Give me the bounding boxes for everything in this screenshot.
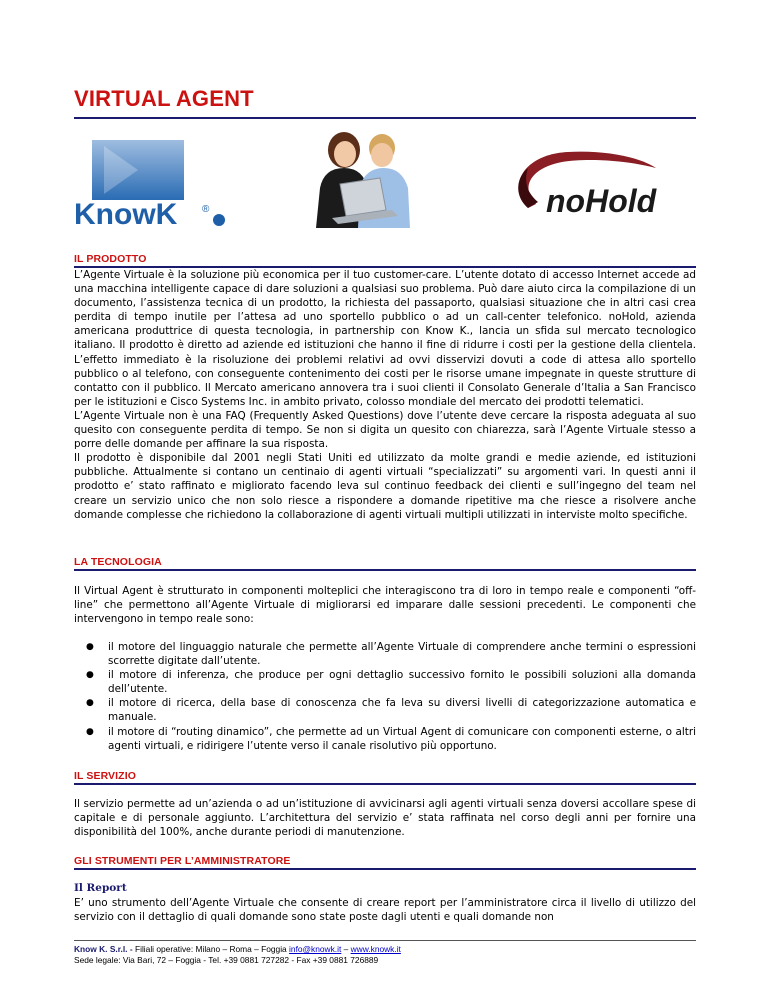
tecnologia-bullet-list [74, 640, 696, 753]
knowk-logo [74, 140, 234, 232]
section-body-servizio: Il servizio permette ad un’azienda o ad un’istituzione di avvicinarsi agli agenti virtuali senza doversi accollare spese di capitale e di personale aggiunto. L’architettura del servizio e’ stata raffinata nel corso degli anni per fornire una disponibilità del 100%, anche durante periodi di manutenzione. [74, 798, 696, 839]
footer [74, 944, 401, 966]
list-item [74, 696, 696, 724]
footer-offices: Filiali operative: Milano – Roma – Foggia [132, 944, 290, 954]
bullet-icon: ● [86, 642, 94, 652]
paragraph: L’Agente Virtuale è la soluzione più economica per il tuo customer-care. L’utente dotato di accesso Internet accede ad una macchina intelligente capace di dare soluzioni a qualsiasi suo problema. Può dare aiuto circa la compilazione di un documento, l’assistenza tecnica di un prodotto, la richiesta del passaporto, qualsiasi situazione che in altri casi crea perdita di tempo inutile per l’attesa ad uno sportello pubblico o ad un call-center telefonico. noHold, azienda americana produttrice di questa tecnologia, in partnership con Know K., lancia un sfida sul mercato tecnologico italiano. Il prodotto è diretto ad aziende ed istituzioni che hanno il fine di ridurre i costi per la gestione della clientela. L’effetto immediato è la risoluzione dei problemi relativi ad ovvi disservizi dovuti a code di attesa allo sportello pubblico o al telefono, con conseguente contenimento dei costi per le risorse umane impegnate in queste strutture di contatto con il pubblico. Il Mercato americano annovera tra i suoi clienti il Consolato Generale d’Italia a San Francisco per le istituzioni e Cisco Systems Inc. in ambito privato, colosso mondiale del mercato dei prodotti telematici. [74, 269, 696, 408]
bullet-icon: ● [86, 670, 94, 681]
section-divider-tecnologia [74, 569, 696, 571]
list-item-text: il motore di ricerca, della base di conoscenza che fa leva su diversi livelli di categorizzazione automatica e manuale. [108, 697, 696, 724]
section-divider-servizio [74, 783, 696, 785]
footer-divider [74, 940, 696, 941]
bullet-icon: ● [86, 698, 94, 709]
paragraph: L’Agente Virtuale non è una FAQ (Frequently Asked Questions) dove l’utente deve cercare la risposta adeguata al suo quesito con conseguente perdita di tempo. Se non si digita un quesito con chiarezza, sarà l’Agente Virtuale stesso a porre delle domande per affinare la sua risposta. [74, 409, 696, 451]
footer-email-link[interactable]: info@knowk.it [289, 944, 342, 954]
footer-line-2: Sede legale: Via Bari, 72 – Foggia - Tel. +39 0881 727282 - Fax +39 0881 726889 [74, 955, 379, 965]
section-heading-strumenti: GLI STRUMENTI PER L’AMMINISTRATORE [74, 855, 291, 867]
section-heading-prodotto: IL PRODOTTO [74, 253, 147, 265]
footer-line-1 [74, 944, 401, 955]
section-body-strumenti: E’ uno strumento dell’Agente Virtuale che consente di creare report per l’amministratore circa il livello di utilizzo del servizio con il dettaglio di quali domande sono state poste dagli utenti e quali domande non [74, 897, 696, 924]
footer-website-link[interactable]: www.knowk.it [350, 944, 401, 954]
nohold-logo [506, 146, 678, 226]
section-heading-tecnologia: LA TECNOLOGIA [74, 556, 162, 568]
paragraph: Il prodotto è disponibile dal 2001 negli Stati Uniti ed utilizzato da molte grandi e medie aziende, ed istituzioni pubbliche. Attualmente si contano un centinaio di agenti virtuali “specializzati” su argomenti vari. In questi anni il prodotto e’ stato raffinato e migliorato facendo leva sul continuo feedback dei clienti e sull’ingegno del team nel creare un servizio unico che non solo riesce a rispondere a domande ripetitive ma che riesce a risolvere anche domande complesse che richiedono la collaborazione di agenti virtuali multipli utilizzati in interviste molto specifiche. [74, 452, 696, 521]
footer-separator: – [341, 944, 351, 954]
list-item [74, 640, 696, 668]
nohold-logo-text: noHold [546, 183, 657, 219]
section-body-prodotto [74, 268, 696, 522]
section-heading-servizio: IL SERVIZIO [74, 770, 136, 782]
logo-strip [74, 128, 696, 238]
knowk-logo-text: KnowK [74, 198, 178, 231]
section-intro-tecnologia: Il Virtual Agent è strutturato in componenti molteplici che interagiscono tra di loro in tempo reale e componenti “off-line” che permettono all’Agente Virtuale di migliorarsi ed imparare dalle sessioni precedenti. Le componenti che intervengono in tempo reale sono: [74, 585, 696, 626]
bullet-icon: ● [86, 726, 94, 737]
footer-company: Know K. S.r.l. - [74, 944, 133, 954]
section-divider-strumenti [74, 868, 696, 870]
list-item [74, 725, 696, 753]
list-item-text: il motore di inferenza, che produce per ogni dettaglio successivo fornito le possibili soluzioni alla domanda dell’utente. [108, 669, 696, 696]
subheading-report: Il Report [74, 882, 127, 894]
list-item [74, 668, 696, 696]
list-item-text: il motore di “routing dinamico”, che permette ad un Virtual Agent di comunicare con componenti esterne, o altri agenti virtuali, e ridirigere l’utente verso il canale risolutivo più opportuno. [108, 725, 696, 752]
title-divider [74, 117, 696, 119]
page-title: VIRTUAL AGENT [74, 86, 254, 111]
list-item-text: il motore del linguaggio naturale che permette all’Agente Virtuale di comprendere anche termini o espressioni scorrette digitate dall’utente. [108, 641, 696, 668]
people-laptop-photo [302, 128, 424, 228]
registered-mark: ® [202, 204, 210, 215]
